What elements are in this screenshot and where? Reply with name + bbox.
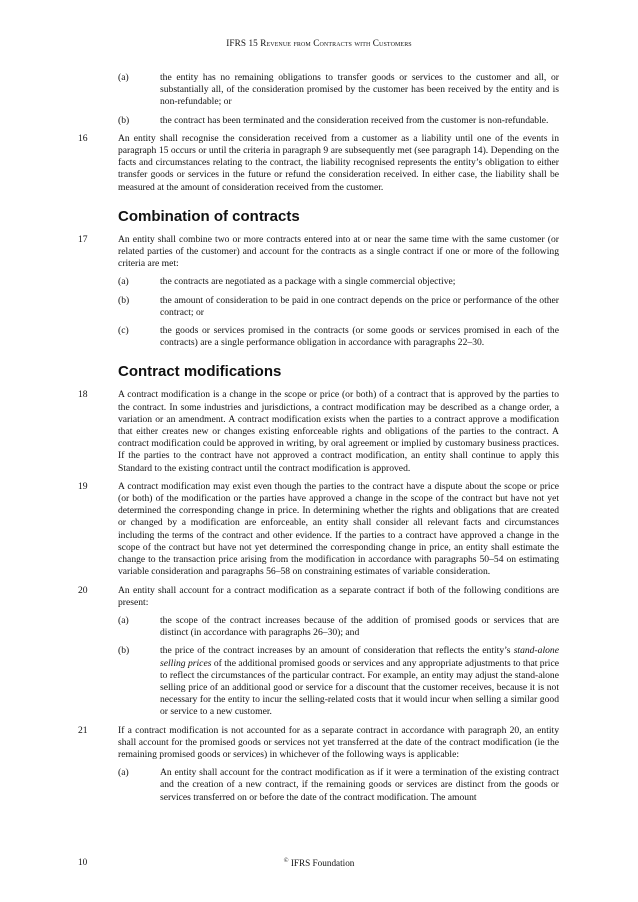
item-text-part: of the additional promised goods or services and any appropriate adjustments to that price to reflect the circumstances of the particular contract. For example, an entity may adjust the stand-alone selling price of an additional good or service for a discount that the customer receives, because it is not necessary for the entity to incur the selling-related costs that it would incur when selling a similar good or service to a new customer. [160,657,559,718]
item-label: (a) [118,72,129,83]
item-label: (b) [118,294,130,306]
item-label: (a) [118,767,129,779]
section-heading-modifications: Contract modifications [118,363,282,381]
item-text: the contracts are negotiated as a package with a single commercial objective; [160,276,456,288]
item-text-part: the price of the contract increases by an amount of consideration that reflects the entity’s [160,645,514,657]
copyright-symbol: © [283,857,289,864]
paragraph-text: A contract modification may exist even though the parties to the contract have a dispute about the scope or price (or both) of the modification or the parties have approved a change in the scope of the contract but have not yet determined the corresponding change in price. In determining whether the rights and obligations that are created or changed by a modification are enforceable, an entity shall consider all relevant facts and circumstances including the terms of the contract and other evidence. If the parties to a contract have approved a change in the scope of the contract but have not yet determined the corresponding change in price, an entity shall estimate the change to the transaction price arising from the modification in accordance with paragraphs 50–54 on estimating variable consideration and paragraphs 56–58 on constraining estimates of variable consideration. [118,480,559,578]
paragraph-17 [0,234,638,271]
paragraph-number: 19 [78,480,88,492]
paragraph-19 [0,481,638,579]
paragraph-21 [0,725,638,762]
item-text: the scope of the contract increases because of the addition of promised goods or services that are distinct (in accordance with paragraphs 26–30); and [160,614,559,639]
paragraph-number: 21 [78,724,88,736]
list-item [0,615,638,639]
copyright-text: IFRS Foundation [290,858,355,869]
item-text [160,645,559,718]
page-content [0,72,638,810]
list-item [0,276,638,288]
list-item [0,295,638,319]
list-item [0,325,638,349]
item-label: (a) [118,276,129,288]
list-item [0,645,638,718]
paragraph-number: 18 [78,389,88,401]
paragraph-16 [0,133,638,194]
list-item [0,115,638,127]
item-text: the amount of consideration to be paid in one contract depends on the price or performance of the other contract; or [160,294,559,318]
paragraph-number: 20 [78,584,88,596]
section-heading-combination: Combination of contracts [118,207,300,225]
item-label: (b) [118,114,130,126]
item-text: the goods or services promised in the contracts (or some goods or services promised in each of the contracts) are a single performance obligation in accordance with paragraphs 22–30. [160,325,559,349]
paragraph-text: An entity shall account for a contract modification as a separate contract if both of the following conditions are present: [118,584,559,608]
paragraph-text: An entity shall recognise the consideration received from a customer as a liability until one of the events in paragraph 15 occurs or until the criteria in paragraph 9 are subsequently met (see paragraph 14). Depending on the facts and circumstances relating to the contract, the liability recognised represents the entity’s obligation to either transfer goods or services in the future or refund the consideration received. In either case, the liability shall be measured at the amount of consideration received from the customer. [118,132,559,193]
paragraph-number: 16 [78,132,88,144]
paragraph-20 [0,585,638,609]
copyright-notice [0,857,638,868]
item-label: (a) [118,614,129,626]
defined-term: stand-alone selling prices [160,645,559,669]
running-header: IFRS 15 Revenue from Contracts with Customers [226,38,412,48]
list-item [0,767,638,804]
paragraph-text: An entity shall combine two or more contracts entered into at or near the same time with the same customer (or related parties of the customer) and account for the contracts as a single contract if one or more of the following criteria are met: [118,233,559,270]
paragraph-18 [0,389,638,474]
item-text: the entity has no remaining obligations to transfer goods or services to the customer and all, or substantially all, of the consideration promised by the customer has been received by the entity and is non-refundable; or [160,72,559,108]
page-number: 10 [78,857,88,867]
item-text: An entity shall account for the contract modification as if it were a termination of the existing contract and the creation of a new contract, if the remaining goods or services are distinct from the goods or services transferred on or before the date of the contract modification. The amount [160,767,559,803]
item-text: the contract has been terminated and the consideration received from the customer is non-refundable. [160,114,549,126]
item-label: (b) [118,645,130,657]
item-label: (c) [118,325,129,337]
list-item [0,72,638,109]
paragraph-text: If a contract modification is not accounted for as a separate contract in accordance with paragraph 20, an entity shall account for the promised goods or services not yet transferred at the date of the contract modification (ie the remaining promised goods or services) in whichever of the following ways is applicable: [118,724,559,760]
paragraph-number: 17 [78,233,88,245]
paragraph-text: A contract modification is a change in the scope or price (or both) of a contract that is approved by the parties to the contract. In some industries and jurisdictions, a contract modification may be described as a change order, a variation or an amendment. A contract modification exists when the parties to a contract approve a modification that either creates new or changes existing enforceable rights and obligations of the parties to the contract. A contract modification could be approved in writing, by oral agreement or implied by customary business practices. If the parties to the contract have not approved a contract modification, an entity shall continue to apply this Standard to the existing contract until the contract modification is approved. [118,389,559,474]
